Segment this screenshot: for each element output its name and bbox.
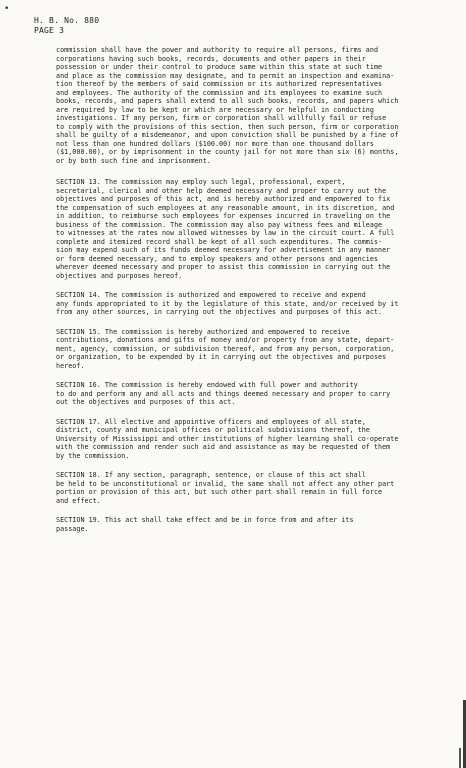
- paragraph-continued: commission shall have the power and authority to require all persons, firms and corporations having such books, records, documents and other papers in their possession or under their control to produce same within this state at such time and place as the commission may designate, and to permit an inspection and examina- tion thereof by the members of said commission or its authorized representatives and employees. The authority of the commission and its employees to examine such books, records, and papers shall extend to all such books, records, and papers which are required by law to be kept or which are necessary or helpful in conducting investigations. If any person, firm or corporation shall willfully fail or refuse to comply with the provisions of this section, then such person, firm or corporation shall be guilty of a misdemeanor, and upon conviction shall be punished by a fine of not less than one hundred dollars ($100.00) nor more than one thousand dollars ($1,000.00), or by imprisonment in the county jail for not more than six (6) months, or by both such fine and imprisonment.: [56, 46, 399, 165]
- section-13: SECTION 13. The commission may employ such legal, professional, expert, secretarial, clerical and other help deemed necessary and proper to carry out the objectives and purposes of this act, and is hereby authorized and empowered to fix the compensation of such employees at any reasonable amount, in its discretion, and in addition, to reimburse such employees for expenses incurred in traveling on the business of the commission. The commission may also pay witness fees and mileage to witnesses at the rates now allowed witnesses by law in the circuit court. A full complete and itemized record shall be kept of all such expenditures. The commis- sion may expend such of its funds deemed necessary for advertisement in any manner or form deemed necessary, and to employ speakers and other persons and agencies wherever deemed necessary and proper to assist this commission in carrying out the objectives and purposes hereof.: [56, 178, 395, 280]
- margin-mark: •: [4, 4, 10, 14]
- document-header: [34, 16, 99, 36]
- document-body: [56, 46, 418, 544]
- section-14: SECTION 14. The commission is authorized and empowered to receive and expend any funds appropriated to it by the legislature of this state, and/or received by it from any other sources, in carrying out the objectives and purposes of this act.: [56, 291, 399, 316]
- section-18: SECTION 18. If any section, paragraph, sentence, or clause of this act shall be held to be unconstitutional or invalid, the same shall not affect any other part portion or provision of this act, but such other part shall remain in full force and effect.: [56, 471, 395, 505]
- section-17: SECTION 17. All elective and appointive officers and employees of all state, district, county and municipal offices or political subdivisions thereof, the University of Mississippi and other institutions of higher learning shall co-operate with the commission and render such aid and assistance as may be requested of them by the commission.: [56, 417, 399, 460]
- bill-number: H. B. No. 880: [34, 16, 100, 25]
- scan-edge-mark: [459, 748, 461, 768]
- section-19: SECTION 19. This act shall take effect and be in force from and after its passage.: [56, 516, 354, 533]
- section-16: SECTION 16. The commission is hereby endowed with full power and authority to do and perform any and all acts and things deemed necessary and proper to carry out the objectives and purposes of this act.: [56, 381, 391, 406]
- section-15: SECTION 15. The commission is hereby authorized and empowered to receive contributions, donations and gifts of money and/or property from any state, depart- ment, agency, commission, or subdivision thereof, and from any person, corporation, or organization, to be expended by it in carrying out the objectives and purposes hereof.: [56, 327, 395, 370]
- page-number: PAGE 3: [34, 26, 65, 35]
